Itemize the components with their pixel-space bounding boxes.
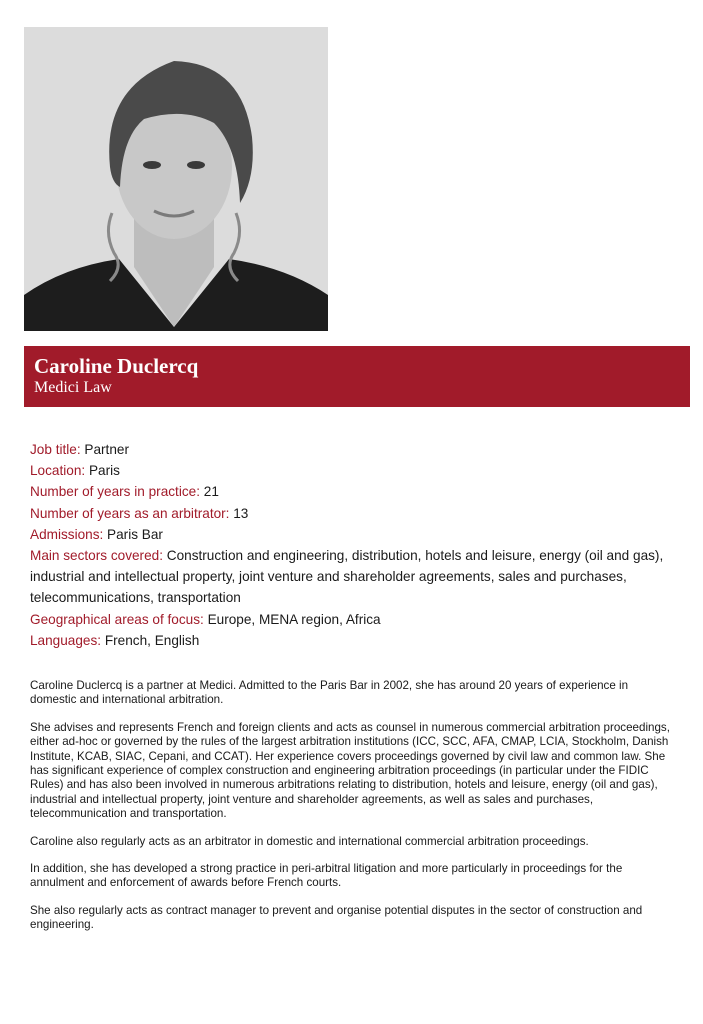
firm-name: Medici Law	[34, 379, 112, 396]
fact-value: Paris Bar	[103, 526, 163, 542]
fact-label: Main sectors covered:	[30, 548, 163, 564]
fact-label: Languages:	[30, 632, 102, 648]
fact-location	[30, 460, 670, 481]
fact-value: 13	[229, 505, 249, 521]
fact-languages	[30, 630, 670, 651]
fact-label: Geographical areas of focus:	[30, 611, 204, 627]
fact-value: 21	[200, 484, 219, 500]
fact-job-title	[30, 439, 670, 460]
biography	[30, 679, 675, 946]
bio-paragraph: Caroline also regularly acts as an arbitrator in domestic and international commercial arbitration proceedings.	[30, 834, 589, 848]
fact-years-arbitrator	[30, 503, 670, 524]
bio-paragraph: In addition, she has developed a strong practice in peri-arbitral litigation and more particularly in proceedings for the annulment and enforcement of awards before French courts.	[30, 862, 623, 890]
bio-paragraph: She advises and represents French and foreign clients and acts as counsel in numerous commercial arbitration proceedings, either ad-hoc or governed by the rules of the largest arbitration institutions (ICC, SCC, AFA, CMAP, LCIA, Stockholm, Danish Institute, KCAB, SIAC, Cepani, and CCAT). Her experience covers proceedings governed by civil law and common law. She has significant experience of complex construction and engineering arbitration proceedings (in particular under the FIDIC Rules) and has also been involved in numerous arbitrations relating to distribution, hotels and leisure, energy (oil and gas), industrial and intellectual property, joint venture and shareholder agreements, as well as sales and purchases, telecommunication and transportation.	[30, 720, 670, 821]
portrait-photo	[24, 27, 328, 331]
fact-value: French, English	[101, 632, 200, 648]
fact-geographic-focus	[30, 609, 670, 630]
bio-paragraph: She also regularly acts as contract manager to prevent and organise potential disputes in the sector of construction and engineering.	[30, 903, 643, 932]
fact-label: Number of years in practice:	[30, 484, 200, 500]
name-banner	[24, 346, 690, 407]
fact-value: Europe, MENA region, Africa	[203, 611, 381, 627]
fact-value: Construction and engineering, distribution, hotels and leisure, energy (oil and gas), industrial and intellectual property, joint venture and shareholder agreements, sales and purchases, telecommunications, transportation	[30, 548, 664, 606]
fact-years-practice	[30, 481, 670, 502]
person-name: Caroline Duclercq	[34, 354, 199, 378]
fact-value: Partner	[80, 442, 129, 457]
bio-paragraph: Caroline Duclercq is a partner at Medici. Admitted to the Paris Bar in 2002, she has around 20 years of experience in domestic and international arbitration.	[30, 679, 629, 707]
fact-sectors	[30, 545, 670, 609]
fact-admissions	[30, 524, 670, 545]
fact-label: Job title:	[30, 442, 81, 457]
fact-label: Admissions:	[30, 526, 104, 542]
facts-list	[30, 439, 670, 651]
fact-value: Paris	[85, 463, 120, 479]
fact-label: Number of years as an arbitrator:	[30, 505, 230, 521]
fact-label: Location:	[30, 463, 86, 479]
